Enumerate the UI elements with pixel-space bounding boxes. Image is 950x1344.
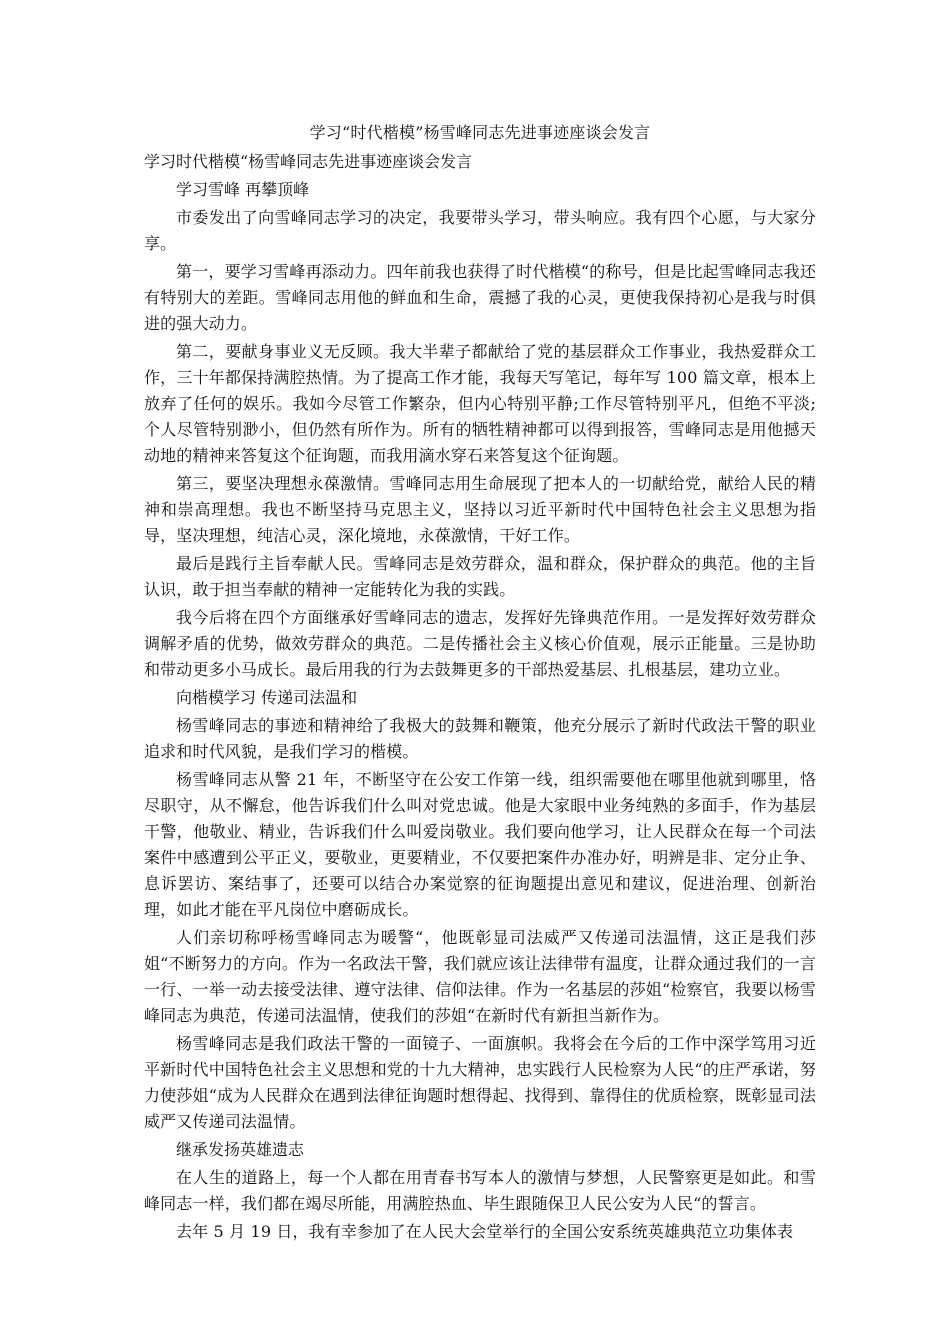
paragraph: 人们亲切称呼杨雪峰同志为暖警“，他既彰显司法威严又传递司法温情，这正是我们莎姐“不断努力的方向。作为一名政法干警，我们就应该让法律带有温度，让群众通过我们的一言一行、一举一动去接受法律、遵守法律、信仰法律。作为一名基层的莎姐“检察官，我要以杨雪峰同志为典范，传递司法温情，使我们的莎姐“在新时代有新担当新作为。 bbox=[144, 928, 816, 1025]
paragraph: 杨雪峰同志从警 21 年，不断坚守在公安工作第一线，组织需要他在哪里他就到哪里，恪尽职守，从不懈怠，他告诉我们什么叫对党忠诚。他是大家眼中业务纯熟的多面手，作为基层干警，他敬业、精业，告诉我们什么叫爱岗敬业。我们要向他学习，让人民群众在每一个司法案件中感遭到公平正义，要敬业，更要精业，不仅要把案件办准办好，明辨是非、定分止争、息诉罢访、案结事了，还要可以结合办案觉察的征询题提出意见和建议，促进治理、创新治理，如此才能在平凡岗位中磨砺成长。 bbox=[144, 770, 816, 919]
paragraph: 市委发出了向雪峰同志学习的决定，我要带头学习，带头响应。我有四个心愿，与大家分享。 bbox=[144, 208, 816, 253]
section-heading: 继承发扬英雄遗志 bbox=[176, 1140, 305, 1159]
document-page bbox=[144, 120, 816, 1247]
paragraph: 在人生的道路上，每一个人都在用青春书写本人的激情与梦想，人民警察更是如此。和雪峰同志一样，我们都在竭尽所能，用满腔热血、毕生跟随保卫人民公安为人民“的誓言。 bbox=[144, 1168, 816, 1213]
paragraph: 第一，要学习雪峰再添动力。四年前我也获得了时代楷模“的称号，但是比起雪峰同志我还有特别大的差距。雪峰同志用他的鲜血和生命，震撼了我的心灵，更使我保持初心是我与时俱进的强大动力。 bbox=[144, 262, 816, 333]
paragraph: 第二，要献身事业义无反顾。我大半辈子都献给了党的基层群众工作事业，我热爱群众工作，三十年都保持满腔热情。为了提高工作才能，我每天写笔记，每年写 100 篇文章，根本上放弃了任何的娱乐。我如今尽管工作繁杂，但内心特别平静;工作尽管特别平凡，但绝不平淡;个人尽管特别渺小，但仍然有所作为。所有的牺牲精神都可以得到报答，雪峰同志是用他撼天动地的精神来答复这个征询题，而我用滴水穿石来答复这个征询题。 bbox=[144, 342, 816, 465]
paragraph: 我今后将在四个方面继承好雪峰同志的遗志，发挥好先锋典范作用。一是发挥好效劳群众调解矛盾的优势，做效劳群众的典范。二是传播社会主义核心价值观，展示正能量。三是协助和带动更多小马成长。最后用我的行为去鼓舞更多的干部热爱基层、扎根基层，建功立业。 bbox=[144, 608, 816, 679]
paragraph: 杨雪峰同志的事迹和精神给了我极大的鼓舞和鞭策，他充分展示了新时代政法干警的职业追求和时代风貌，是我们学习的楷模。 bbox=[144, 716, 816, 761]
section-1 bbox=[144, 177, 816, 683]
paragraph: 杨雪峰同志是我们政法干警的一面镜子、一面旗帜。我将会在今后的工作中深学笃用习近平新时代中国特色社会主义思想和党的十九大精神，忠实践行人民检察为人民“的庄严承诺，努力使莎姐“成为人民群众在遇到法律征询题时想得起、找得到、靠得住的优质检察，既彰显司法威严又传递司法温情。 bbox=[144, 1034, 816, 1131]
document-subtitle: 学习时代楷模“杨雪峰同志先进事迹座谈会发言 bbox=[144, 152, 473, 171]
section-2 bbox=[144, 685, 816, 1135]
document-title: 学习“时代楷模”杨雪峰同志先进事迹座谈会发言 bbox=[309, 123, 651, 142]
section-heading: 向楷模学习 传递司法温和 bbox=[176, 688, 358, 707]
paragraph: 去年 5 月 19 日，我有幸参加了在人民大会堂举行的全国公安系统英雄典范立功集体表 bbox=[176, 1222, 794, 1241]
paragraph: 最后是践行主旨奉献人民。雪峰同志是效劳群众，温和群众，保护群众的典范。他的主旨认识，敢于担当奉献的精神一定能转化为我的实践。 bbox=[144, 554, 816, 599]
paragraph: 第三，要坚决理想永葆激情。雪峰同志用生命展现了把本人的一切献给党，献给人民的精神和崇高理想。我也不断坚持马克思主义，坚持以习近平新时代中国特色社会主义思想为指导，坚决理想，纯洁心灵，深化境地，永葆激情，干好工作。 bbox=[144, 474, 816, 545]
section-heading: 学习雪峰 再攀顶峰 bbox=[176, 180, 310, 199]
section-3 bbox=[144, 1137, 816, 1245]
